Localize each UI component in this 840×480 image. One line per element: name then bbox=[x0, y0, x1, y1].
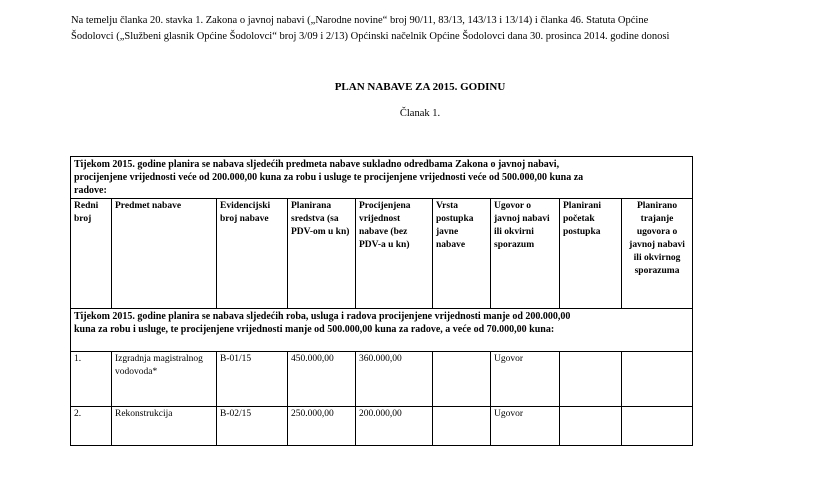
header-planned-start: Planirani početak postupka bbox=[560, 199, 622, 309]
cell-planned-start bbox=[560, 407, 622, 446]
cell-procedure-type bbox=[433, 352, 491, 407]
table-row bbox=[71, 407, 693, 446]
cell-planned-funds: 250.000,00 bbox=[288, 407, 356, 446]
preamble-line-1: Na temelju članka 20. stavka 1. Zakona o javnoj nabavi („Narodne novine“ broj 90/11, 83/13, 143/13 i 13/14) i članka 46. Statuta Općine bbox=[71, 15, 649, 26]
document-title: PLAN NABAVE ZA 2015. GODINU bbox=[334, 81, 506, 93]
cell-subject: Rekonstrukcija bbox=[112, 407, 217, 446]
header-planned-funds: Planirana sredstva (sa PDV-om u kn) bbox=[288, 199, 356, 309]
cell-ordinal: 2. bbox=[71, 407, 112, 446]
article-heading: Članak 1. bbox=[399, 108, 441, 119]
cell-subject: Izgradnja magistralnog vodovoda* bbox=[112, 352, 217, 407]
header-reference: Evidencijski broj nabave bbox=[217, 199, 288, 309]
cell-contract-type: Ugovor bbox=[491, 407, 560, 446]
header-duration: Planirano trajanje ugovora o javnoj nabavi ili okvirnog sporazuma bbox=[622, 199, 693, 309]
header-ordinal: Redni broj bbox=[71, 199, 112, 309]
note-row-below-threshold bbox=[71, 309, 693, 352]
cell-planned-funds: 450.000,00 bbox=[288, 352, 356, 407]
cell-ordinal: 1. bbox=[71, 352, 112, 407]
table-header-row bbox=[71, 199, 693, 309]
table-row bbox=[71, 352, 693, 407]
preamble-line-2: Šodolovci („Službeni glasnik Općine Šodolovci“ broj 3/09 i 2/13) Općinski načelnik Općine Šodolovci dana 30. prosinca 2014. godine donosi bbox=[71, 31, 670, 42]
cell-planned-start bbox=[560, 352, 622, 407]
header-estimated-value: Procijenjena vrijednost nabave (bez PDV-a u kn) bbox=[356, 199, 433, 309]
note-below-threshold: Tijekom 2015. godine planira se nabava sljedećih roba, usluga i radova procijenjene vrijednosti manje od 200.000,00 kuna za robu i usluge, te procijenjene vrijednosti manje od 500.000,00 kuna za radove, a veće od 70.000,00 kuna: bbox=[71, 309, 693, 352]
note-above-threshold: Tijekom 2015. godine planira se nabava sljedećih predmeta nabave sukladno odredbama Zakona o javnoj nabavi, procijenjene vrijednosti veće od 200.000,00 kuna za robu i usluge te procijenjene vrijednosti veće od 500.000,00 kuna za radove: bbox=[71, 157, 693, 199]
procurement-plan-table bbox=[70, 156, 693, 446]
note-row-above-threshold bbox=[71, 157, 693, 199]
cell-estimated-value: 360.000,00 bbox=[356, 352, 433, 407]
cell-procedure-type bbox=[433, 407, 491, 446]
preamble bbox=[71, 13, 771, 45]
header-contract-type: Ugovor o javnoj nabavi ili okvirni sporazum bbox=[491, 199, 560, 309]
cell-estimated-value: 200.000,00 bbox=[356, 407, 433, 446]
header-subject: Predmet nabave bbox=[112, 199, 217, 309]
cell-contract-type: Ugovor bbox=[491, 352, 560, 407]
cell-reference: B-01/15 bbox=[217, 352, 288, 407]
cell-duration bbox=[622, 407, 693, 446]
cell-duration bbox=[622, 352, 693, 407]
header-procedure-type: Vrsta postupka javne nabave bbox=[433, 199, 491, 309]
cell-reference: B-02/15 bbox=[217, 407, 288, 446]
